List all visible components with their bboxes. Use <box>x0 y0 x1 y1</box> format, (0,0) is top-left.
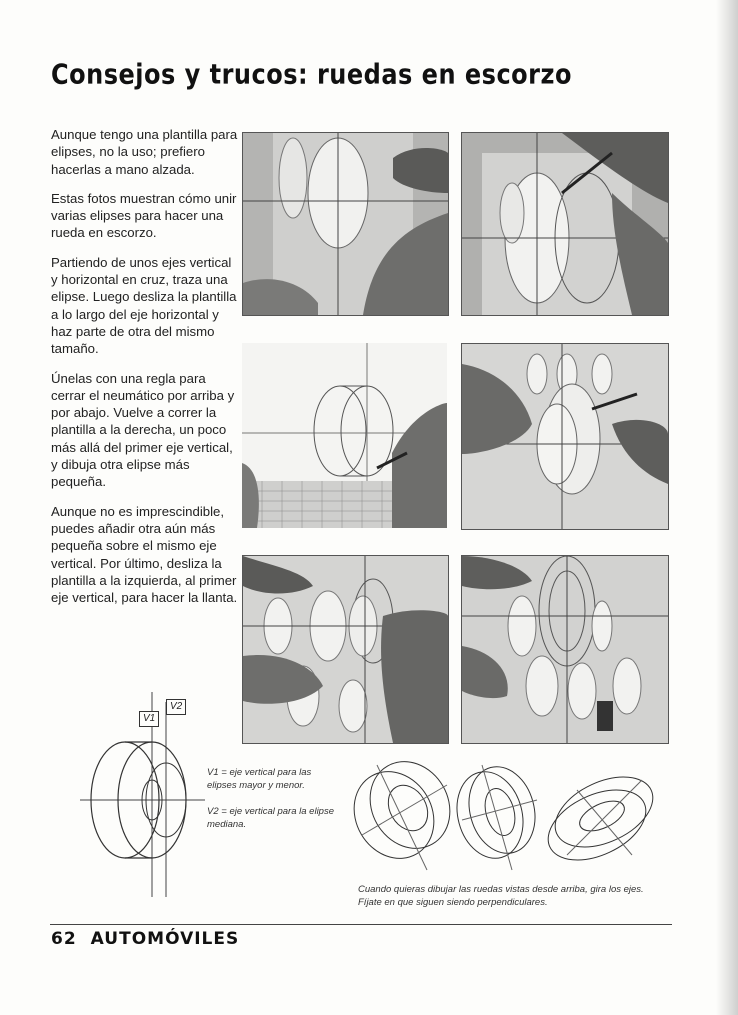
caption-v2: V2 = eje vertical para la elipse mediana. <box>207 806 335 830</box>
paragraph-4: Únelas con una regla para cerrar el neumático por arriba y por abajo. Vuelve a correr la plantilla a la derecha, un poco más allá del primer eje vertical, y dibuja otra elipse más pequeña. <box>51 370 235 490</box>
section-name: AUTOMÓVILES <box>90 929 240 949</box>
top-view-wheels-diagram <box>352 760 672 880</box>
page-title: Consejos y trucos: ruedas en escorzo <box>51 58 572 91</box>
photo-step-1 <box>242 132 449 316</box>
paragraph-2: Estas fotos muestran cómo unir varias elipses para hacer una rueda en escorzo. <box>51 190 237 241</box>
page-footer <box>51 929 239 949</box>
caption-top-view: Cuando quieras dibujar las ruedas vistas desde arriba, gira los ejes. Fíjate en que siguen siendo perpendiculares. <box>358 884 644 908</box>
axis-label-v2: V2 <box>166 699 186 715</box>
photo-step-3 <box>242 343 447 528</box>
photo-step-4 <box>461 343 669 530</box>
body-text <box>51 126 241 618</box>
paragraph-3: Partiendo de unos ejes vertical y horizontal en cruz, traza una elipse. Luego desliza la plantilla a lo largo del eje horizontal y haz parte de otra del mismo tamaño. <box>51 254 237 357</box>
footer-rule <box>50 924 672 925</box>
caption-v1: V1 = eje vertical para las elipses mayor y menor. <box>207 767 312 791</box>
paragraph-1: Aunque tengo una plantilla para elipses, no la uso; prefiero hacerlas a mano alzada. <box>51 127 238 177</box>
photo-step-6 <box>461 555 669 744</box>
page-number: 62 <box>51 929 77 949</box>
axis-label-v1: V1 <box>139 711 159 727</box>
photo-step-5 <box>242 555 449 744</box>
paragraph-5: Aunque no es imprescindible, puedes añadir otra aún más pequeña sobre el mismo eje vertical. Por último, desliza la plantilla a la izquierda, al primer eje vertical, para hacer la llanta. <box>51 503 238 606</box>
photo-step-2 <box>461 132 669 316</box>
page-edge-shadow <box>716 0 738 1015</box>
